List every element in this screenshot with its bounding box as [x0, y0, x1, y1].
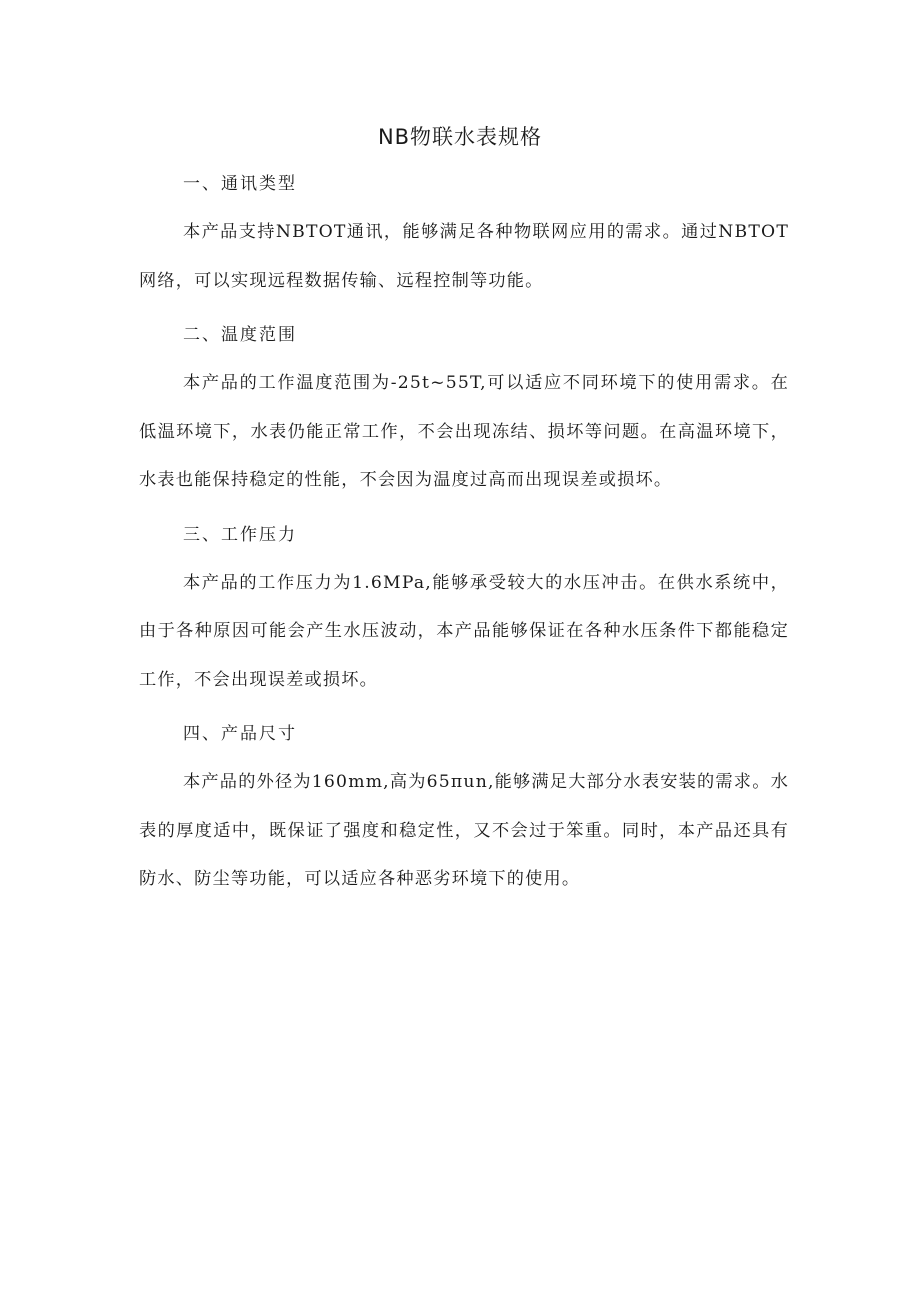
- section-heading: 三、工作压力: [183, 524, 297, 545]
- section-paragraph: 本产品的工作温度范围为-25t~55T,可以适应不同环境下的使用需求。在低温环境下，水表仍能正常工作，不会出现冻结、损坏等问题。在高温环境下，水表也能保持稳定的性能，不会因为温度过高而出现误差或损坏。: [139, 373, 789, 490]
- section-paragraph: 本产品的外径为160mm,高为65πun,能够满足大部分水表安装的需求。水表的厚度适中，既保证了强度和稳定性，又不会过于笨重。同时，本产品还具有防水、防尘等功能，可以适应各种恶劣环境下的使用。: [139, 772, 789, 889]
- section-heading: 一、通讯类型: [183, 174, 297, 194]
- section-heading: 四、产品尺寸: [183, 724, 297, 744]
- section-heading: 二、温度范围: [183, 325, 297, 345]
- section-communication-type: [139, 168, 789, 305]
- section-paragraph: 本产品支持NBTOT通讯，能够满足各种物联网应用的需求。通过NBTOT网络，可以实现远程数据传输、远程控制等功能。: [139, 222, 789, 291]
- section-working-pressure: [139, 519, 789, 705]
- section-product-size: [139, 718, 789, 904]
- document-body: [139, 168, 789, 918]
- section-paragraph: 本产品的工作压力为1.6MPa,能够承受较大的水压冲击。在供水系统中，由于各种原因可能会产生水压波动，本产品能够保证在各种水压条件下都能稳定工作，不会出现误差或损坏。: [139, 572, 789, 690]
- page-title: NB物联水表规格: [377, 125, 543, 149]
- section-temperature-range: [139, 319, 789, 505]
